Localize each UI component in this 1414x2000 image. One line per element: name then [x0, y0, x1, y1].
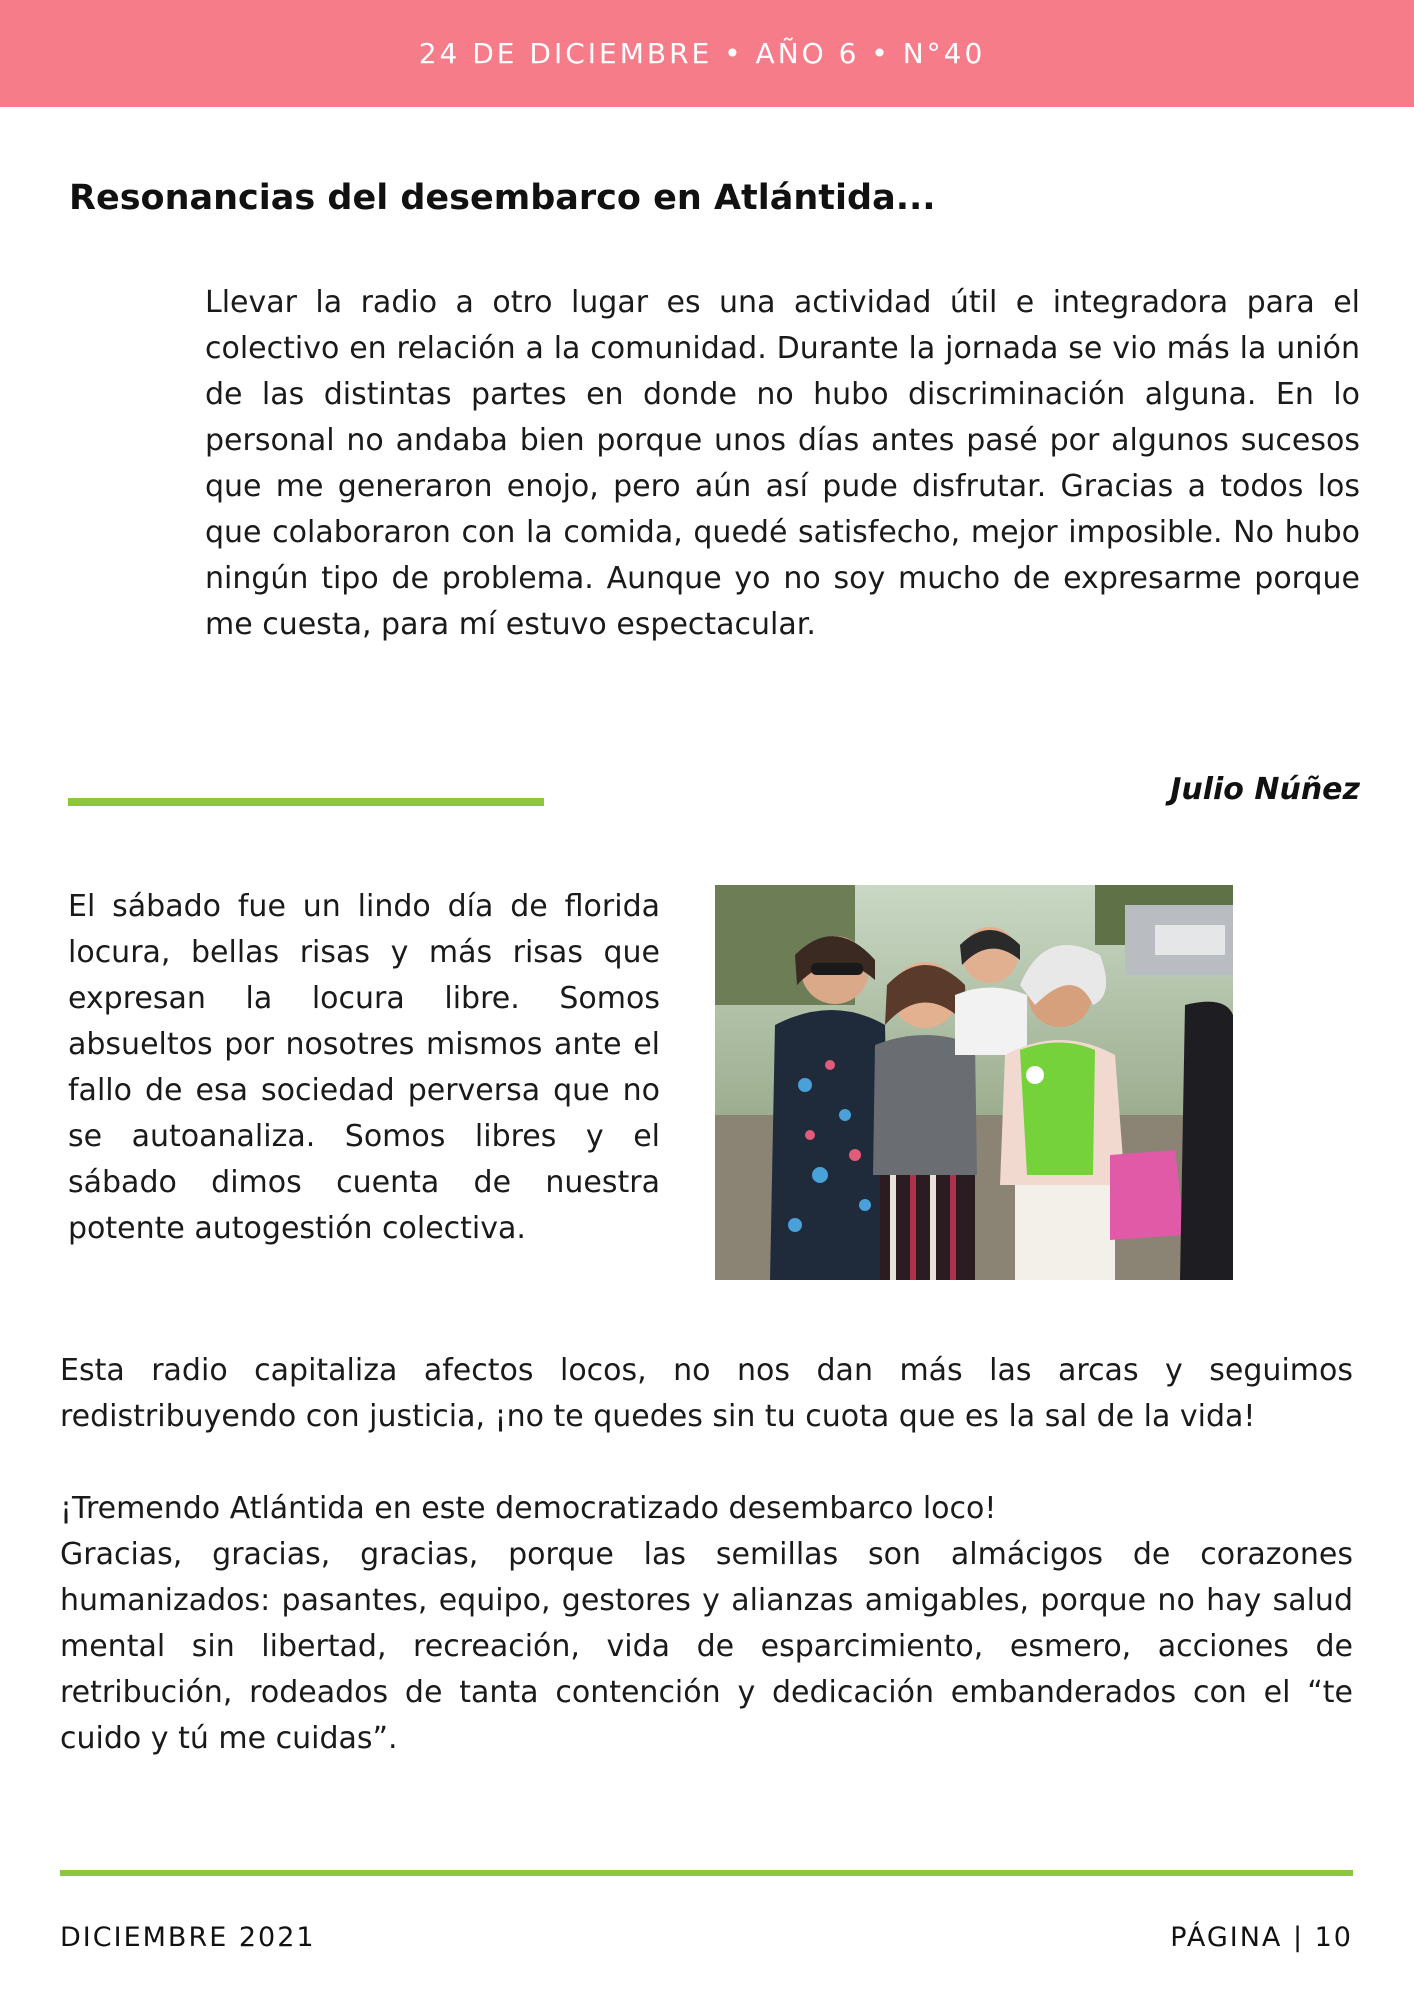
header-banner [0, 0, 1414, 107]
section-divider [68, 798, 544, 806]
article-paragraph-3: Esta radio capitaliza afectos locos, no nos dan más las arcas y seguimos redistribuyendo con justicia, ¡no te quedes sin tu cuota que es la sal de la vida! [60, 1353, 1353, 1434]
paragraph-4-exclamation: ¡Tremendo Atlántida en este democratizado desembarco loco! [60, 1491, 997, 1526]
article-paragraph-1: Llevar la radio a otro lugar es una actividad útil e integradora para el colectivo en relación a la comunidad. Durante la jornada se vio más la unión de las distintas partes en donde no hubo discriminación alguna. En lo personal no andaba bien porque unos días antes pasé por algunos sucesos que me generaron enojo, pero aún así pude disfrutar. Gracias a todos los que colaboraron con la comida, quedé satisfecho, mejor imposible. No hubo ningún tipo de problema. Aunque yo no soy mucho de expresarme porque me cuesta, para mí estuvo espectacular. [205, 285, 1360, 642]
group-photo [715, 885, 1233, 1280]
paragraph-4-body: Gracias, gracias, gracias, porque las semillas son almácigos de corazones humanizados: pasantes, equipo, gestores y alianzas amigables, porque no hay salud mental sin libertad, recreación, vida de esparcimiento, esmero, acciones de retribución, rodeados de tanta contención y dedicación embanderados con el “te cuido y tú me cuidas”. [60, 1537, 1353, 1756]
article-paragraph-2: El sábado fue un lindo día de florida locura, bellas risas y más risas que expresan la locura libre. Somos absueltos por nosotres mismos ante el fallo de esa sociedad perversa que no se autoanaliza. Somos libres y el sábado dimos cuenta de nuestra potente autogestión colectiva. [68, 889, 660, 1246]
footer-divider [60, 1870, 1353, 1876]
article-paragraph-4 [60, 1486, 1353, 1762]
page-number: PÁGINA | 10 [1170, 1922, 1353, 1953]
group-photo-illustration [715, 885, 1233, 1280]
footer-date: DICIEMBRE 2021 [60, 1922, 316, 1953]
author-signature: Julio Núñez [1170, 772, 1360, 807]
article-title: Resonancias del desembarco en Atlántida... [69, 178, 936, 218]
issue-line: 24 DE DICIEMBRE • AÑO 6 • N°40 [418, 37, 986, 70]
